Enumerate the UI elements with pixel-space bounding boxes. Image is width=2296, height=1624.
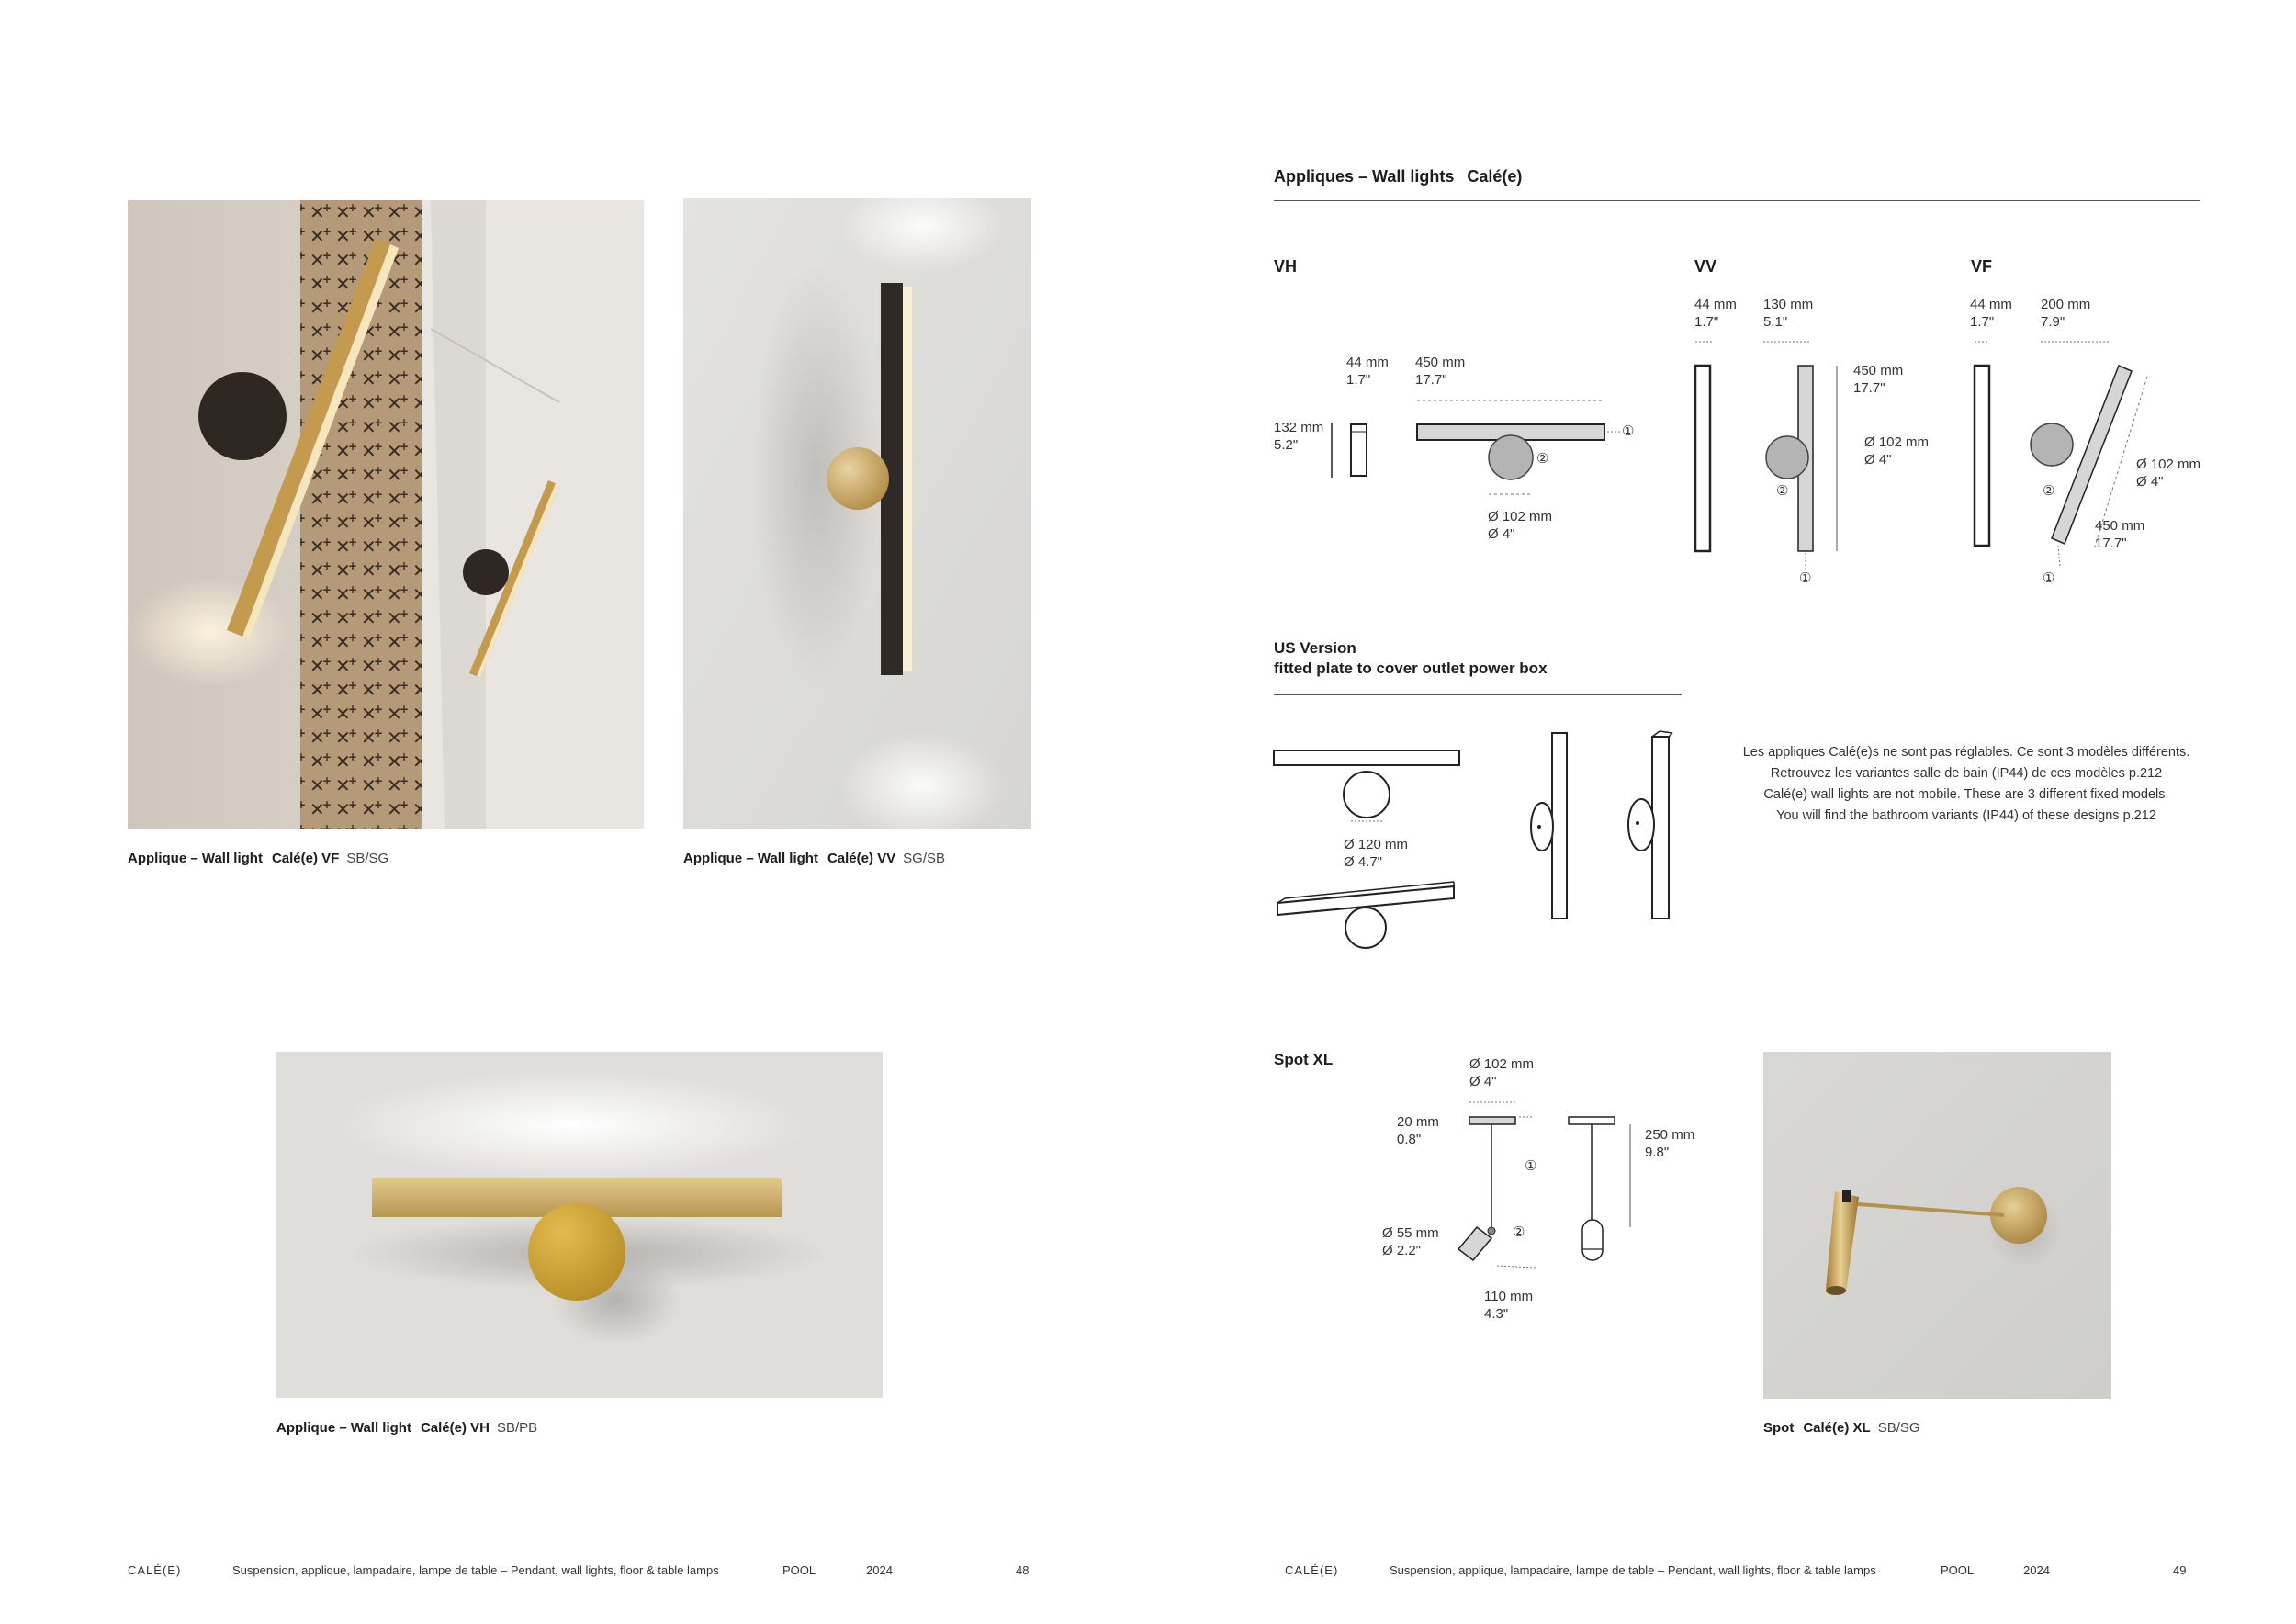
footer-page-number: 49 <box>2173 1563 2187 1577</box>
caption-type: Spot <box>1763 1420 1795 1436</box>
us-version-title <box>1274 638 1548 679</box>
dim-mm: 200 mm <box>2041 297 2091 312</box>
callout-2: ② <box>1776 483 1789 499</box>
callout-2: ② <box>1513 1224 1525 1240</box>
footer-year: 2024 <box>2023 1563 2050 1577</box>
vf-dim-depth <box>1970 296 2012 331</box>
dim-mm: Ø 102 mm <box>1469 1056 1535 1072</box>
photo-vf-wall-light <box>128 200 644 829</box>
dim-mm: 20 mm <box>1397 1114 1439 1130</box>
dim-in: 17.7" <box>2095 536 2127 551</box>
photo-spot-xl <box>1763 1052 2111 1399</box>
vf-dim-width <box>2041 296 2090 331</box>
dim-in: Ø 4" <box>1488 526 1515 542</box>
caption-finish: SB/SG <box>1877 1420 1920 1436</box>
dim-in: 4.3" <box>1484 1306 1509 1322</box>
note-line: Calé(e) wall lights are not mobile. These are 3 different fixed models. <box>1763 787 2169 802</box>
footer-designer: POOL <box>1941 1563 1975 1577</box>
dim-mm: 132 mm <box>1274 420 1324 435</box>
section-title-main: Appliques – Wall lights <box>1274 167 1455 186</box>
spot-dim-head <box>1382 1224 1439 1259</box>
caption-finish: SB/SG <box>346 851 389 866</box>
dim-in: Ø 4" <box>1864 452 1892 468</box>
caption-spot-xl <box>1763 1420 1920 1436</box>
callout-1: ① <box>2043 570 2055 586</box>
photo-vv-wall-light <box>683 198 1031 829</box>
callout-2: ② <box>1536 451 1549 467</box>
dim-mm: 110 mm <box>1484 1289 1534 1304</box>
variant-label-vf: VF <box>1971 257 1993 276</box>
vv-dim-depth <box>1694 296 1737 331</box>
spot-xl-label: Spot XL <box>1274 1051 1334 1068</box>
us-version-drawing <box>1272 726 1704 946</box>
vh-dim-depth <box>1346 354 1389 389</box>
dim-in: 17.7" <box>1853 380 1885 396</box>
dim-mm: 44 mm <box>1346 355 1389 370</box>
dim-in: 9.8" <box>1645 1145 1670 1160</box>
dim-in: Ø 4" <box>1469 1074 1497 1089</box>
note-line: Les appliques Calé(e)s ne sont pas réglables. Ce sont 3 modèles différents. <box>1742 745 2190 760</box>
caption-model-name: Calé(e) XL <box>1803 1420 1871 1436</box>
dim-mm: Ø 120 mm <box>1344 837 1409 852</box>
callout-1: ① <box>1799 570 1812 586</box>
spot-xl-technical-drawing <box>1433 1102 1671 1286</box>
caption-vh <box>276 1420 537 1436</box>
dim-mm: Ø 102 mm <box>1488 509 1553 524</box>
spot-dim-height <box>1645 1126 1694 1161</box>
section-rule <box>1274 200 2200 201</box>
dim-in: 7.9" <box>2041 314 2065 330</box>
us-version-line2: fitted plate to cover outlet power box <box>1274 660 1548 677</box>
us-plate-dim <box>1344 836 1408 871</box>
dim-in: Ø 4" <box>2136 474 2164 490</box>
us-version-line1: US Version <box>1274 639 1356 657</box>
caption-type: Applique – Wall light <box>683 851 818 866</box>
dim-mm: 44 mm <box>1970 297 2012 312</box>
footer-brand: CALÉ(E) <box>128 1563 182 1577</box>
variant-label-vh: VH <box>1274 257 1298 276</box>
adjustability-note <box>1732 742 2200 827</box>
dim-mm: 250 mm <box>1645 1127 1695 1143</box>
dim-in: 0.8" <box>1397 1132 1422 1147</box>
dim-mm: Ø 102 mm <box>1864 434 1930 450</box>
dim-in: 17.7" <box>1415 372 1447 388</box>
footer-designer: POOL <box>782 1563 816 1577</box>
dim-in: 1.7" <box>1346 372 1371 388</box>
dim-in: 5.2" <box>1274 437 1299 453</box>
vv-dim-disc <box>1864 434 1929 468</box>
spot-dim-reach <box>1484 1288 1533 1323</box>
caption-type: Applique – Wall light <box>128 851 263 866</box>
spot-dim-depth <box>1397 1113 1439 1148</box>
dim-mm: 450 mm <box>2095 518 2145 534</box>
dim-in: 1.7" <box>1694 314 1719 330</box>
dim-in: Ø 2.2" <box>1382 1243 1422 1258</box>
dim-mm: Ø 55 mm <box>1382 1225 1439 1241</box>
caption-finish: SG/SB <box>903 851 946 866</box>
footer-brand: CALÉ(E) <box>1285 1563 1339 1577</box>
vv-technical-drawing <box>1690 340 1837 579</box>
photo-vh-wall-light <box>276 1052 883 1398</box>
vh-dim-width <box>1415 354 1465 389</box>
caption-model-name: Calé(e) VF <box>271 851 340 866</box>
section-title-name: Calé(e) <box>1467 167 1523 186</box>
note-line: Retrouvez les variantes salle de bain (IP44) de ces modèles p.212 <box>1770 766 2163 781</box>
vf-dim-length <box>2095 517 2144 552</box>
footer-page-number: 48 <box>1016 1563 1030 1577</box>
caption-finish: SB/PB <box>496 1420 538 1436</box>
caption-type: Applique – Wall light <box>276 1420 411 1436</box>
vf-dim-disc <box>2136 456 2200 491</box>
caption-model-name: Calé(e) VV <box>827 851 896 866</box>
callout-1: ① <box>1622 423 1635 439</box>
footer-description: Suspension, applique, lampadaire, lampe de table – Pendant, wall lights, floor & table lamps <box>1390 1563 1876 1577</box>
vh-dim-height <box>1274 419 1323 454</box>
note-line: You will find the bathroom variants (IP44) of these designs p.212 <box>1776 808 2156 823</box>
vv-dim-width <box>1763 296 1813 331</box>
caption-vv <box>683 851 945 866</box>
dim-mm: 450 mm <box>1853 363 1904 378</box>
caption-model-name: Calé(e) VH <box>420 1420 490 1436</box>
dim-mm: 450 mm <box>1415 355 1466 370</box>
caption-vf <box>128 851 388 866</box>
callout-1: ① <box>1525 1158 1537 1174</box>
vh-dim-disc <box>1488 508 1552 543</box>
footer-year: 2024 <box>866 1563 893 1577</box>
variant-label-vv: VV <box>1694 257 1717 276</box>
vv-dim-height <box>1853 362 1903 397</box>
dim-in: 1.7" <box>1970 314 1995 330</box>
dim-mm: 130 mm <box>1763 297 1814 312</box>
us-version-rule <box>1274 694 1682 695</box>
dim-in: 5.1" <box>1763 314 1788 330</box>
callout-2: ② <box>2043 483 2055 499</box>
dim-in: Ø 4.7" <box>1344 854 1383 870</box>
section-title <box>1274 167 1522 186</box>
spot-dim-disc <box>1469 1055 1534 1090</box>
dim-mm: Ø 102 mm <box>2136 457 2201 472</box>
footer-description: Suspension, applique, lampadaire, lampe de table – Pendant, wall lights, floor & table lamps <box>232 1563 719 1577</box>
dim-mm: 44 mm <box>1694 297 1737 312</box>
